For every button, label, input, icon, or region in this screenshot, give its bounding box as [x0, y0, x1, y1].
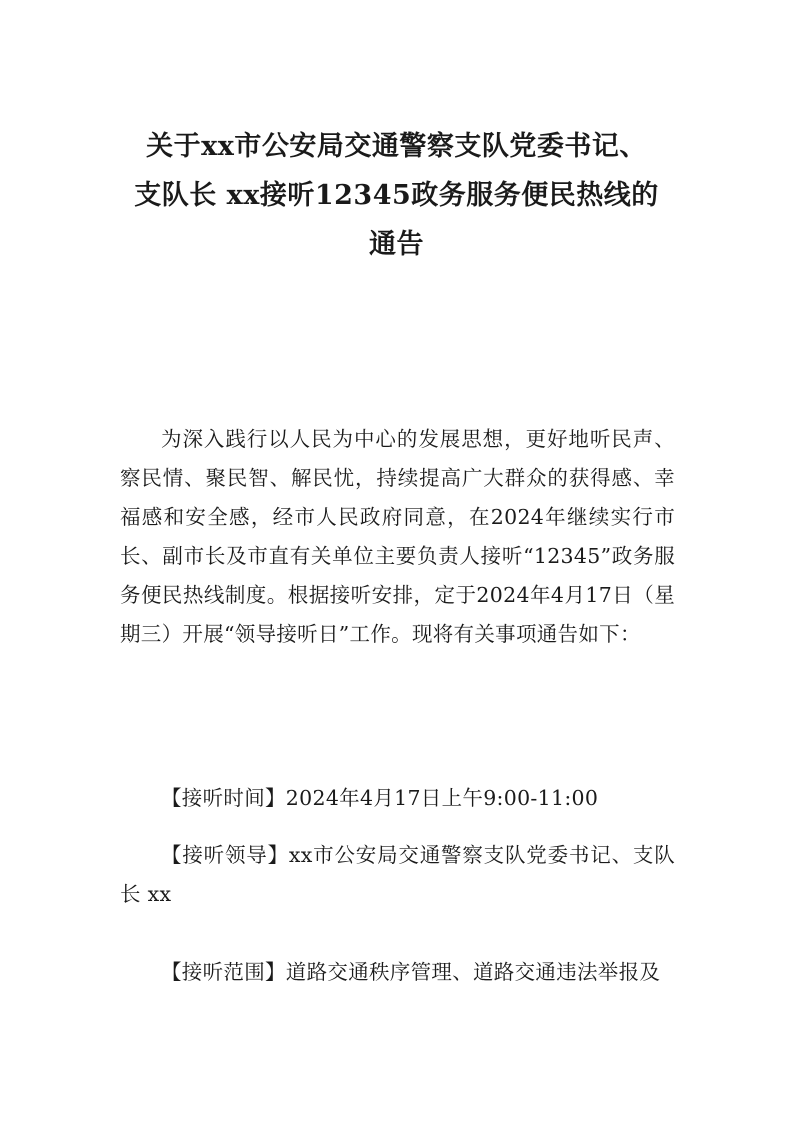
- title-line-2: 支队长 xx接听12345政务服务便民热线的: [134, 180, 659, 211]
- document-title: [100, 122, 693, 269]
- title-line-1: 关于xx市公安局交通警察支队党委书记、: [146, 131, 647, 162]
- intro-paragraph: 为深入践行以人民为中心的发展思想，更好地听民声、察民情、聚民智、解民忧，持续提高广大群众的获得感、幸福感和安全感，经市人民政府同意，在2024年继续实行市长、副市长及市直有关单位主要负责人接听“12345”政务服务便民热线制度。根据接听安排，定于2024年4月17日（星期三）开展“领导接听日”工作。现将有关事项通告如下：: [120, 427, 675, 646]
- item-time: 【接听时间】2024年4月17日上午9:00-11:00: [161, 786, 599, 810]
- title-line-3: 通告: [369, 229, 424, 260]
- item-scope: 【接听范围】道路交通秩序管理、道路交通违法举报及: [161, 960, 661, 984]
- item-leader: 【接听领导】xx市公安局交通警察支队党委书记、支队长 xx: [120, 843, 675, 906]
